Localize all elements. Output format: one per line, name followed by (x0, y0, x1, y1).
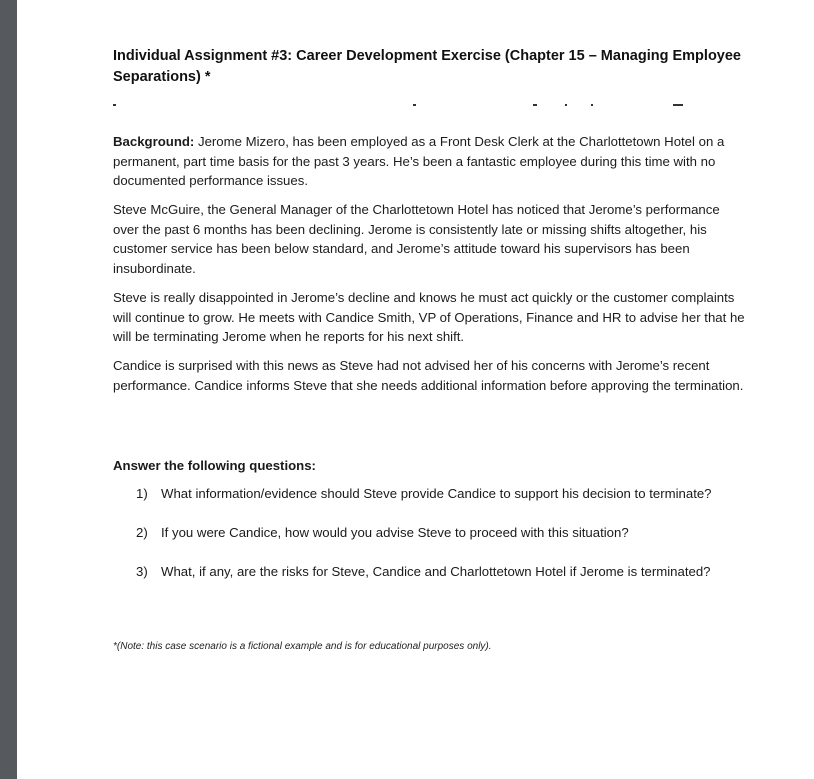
document-page (17, 0, 814, 779)
background-paragraph (113, 132, 745, 191)
question-item (136, 484, 776, 523)
question-text: What, if any, are the risks for Steve, Candice and Charlottetown Hotel if Jerome is terminated? (161, 564, 711, 579)
question-item (136, 523, 776, 562)
paragraph-steve-observation: Steve McGuire, the General Manager of the Charlottetown Hotel has noticed that Jerome’s performance over the past 6 months has been declining. Jerome is consistently late or missing shifts altogether, his customer service has been below standard, and Jerome’s attitude toward his supervisors has been insubordinate. (113, 202, 720, 276)
assignment-title: Individual Assignment #3: Career Development Exercise (Chapter 15 – Managing Employee Separations) * (113, 48, 741, 85)
paragraph-candice-response: Candice is surprised with this news as Steve had not advised her of his concerns with Jerome’s recent performance. Candice informs Steve that she needs additional information before approving the termination. (113, 358, 744, 393)
question-text: What information/evidence should Steve provide Candice to support his decision to terminate? (161, 486, 712, 501)
question-number: 3) (136, 564, 148, 579)
question-number: 1) (136, 486, 148, 501)
background-label: Background: (113, 134, 195, 149)
viewer-left-edge (0, 0, 17, 779)
question-number: 2) (136, 525, 148, 540)
question-text: If you were Candice, how would you advise Steve to proceed with this situation? (161, 525, 629, 540)
question-item (136, 562, 776, 601)
questions-list (136, 484, 776, 601)
background-text: Jerome Mizero, has been employed as a Front Desk Clerk at the Charlottetown Hotel on a permanent, part time basis for the past 3 years. He’s been a fantastic employee during this time with no documented performance issues. (113, 134, 725, 188)
paragraph-steve-meeting: Steve is really disappointed in Jerome’s decline and knows he must act quickly or the customer complaints will continue to grow. He meets with Candice Smith, VP of Operations, Finance and HR to advise her that he will be terminating Jerome when he reports for his next shift. (113, 290, 745, 344)
questions-heading: Answer the following questions: (113, 458, 316, 473)
disclaimer-note: *(Note: this case scenario is a fictional example and is for educational purposes only). (113, 641, 492, 652)
scan-artifacts (113, 104, 713, 112)
